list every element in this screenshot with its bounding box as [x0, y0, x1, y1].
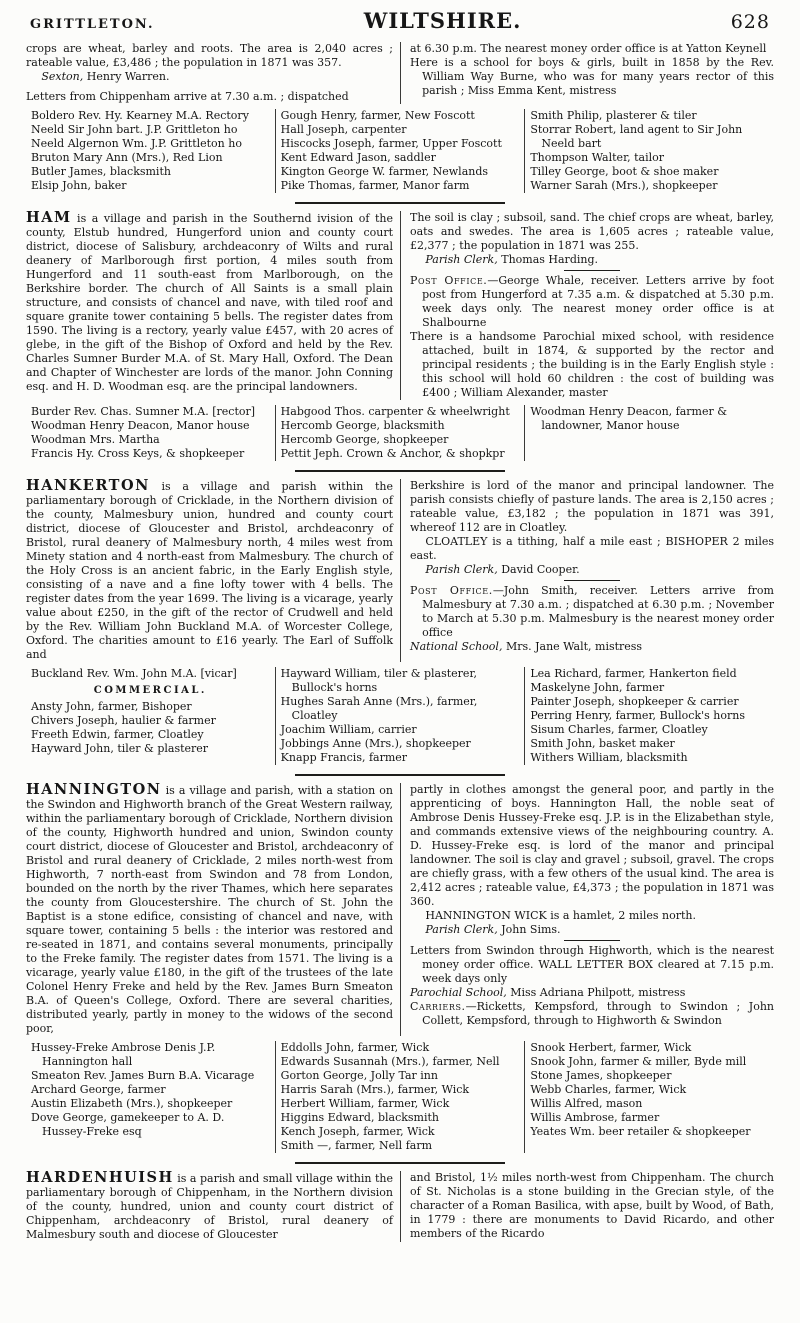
- national-school-value: Mrs. Jane Walt, mistress: [502, 640, 643, 653]
- directory-column: [275, 1041, 525, 1153]
- paragraph: [410, 923, 774, 937]
- hardenhuish-intro-text: is a parish and small village within the parliamentary borough of Chippenham, in the Northern division of the county, hundred, union and county court district of Chippenham, archdeaconry of Bristol, rural deanery of Malmesbury south and diocese of Gloucester: [26, 1172, 393, 1241]
- hankerton-directory: [26, 667, 774, 765]
- directory-entry: Neeld Algernon Wm. J.P. Grittleton ho: [31, 137, 242, 150]
- paragraph: [26, 1171, 393, 1242]
- directory-entry: Eddolls John, farmer, Wick: [280, 1041, 430, 1054]
- directory-entry: Woodman Mrs. Martha: [31, 433, 160, 446]
- directory-entry: Hayward William, tiler & plasterer, Bullock's horns: [280, 667, 477, 694]
- parish-clerk-value: Thomas Harding.: [497, 253, 598, 266]
- ham-heading: HAM: [26, 209, 72, 226]
- directory-entry: Snook John, farmer & miller, Byde mill: [530, 1055, 747, 1068]
- directory-entry: Chivers Joseph, haulier & farmer: [31, 714, 216, 727]
- directory-column: [524, 405, 774, 461]
- directory-entry: Gough Henry, farmer, New Foscott: [280, 109, 475, 122]
- directory-entry: Burder Rev. Chas. Sumner M.A. [rector]: [31, 405, 256, 418]
- running-header-county: WILTSHIRE.: [363, 8, 522, 33]
- directory-entry: Pettit Jeph. Crown & Anchor, & shopkpr: [280, 447, 505, 460]
- ham-right-column: [400, 211, 774, 400]
- directory-entry: Freeth Edwin, farmer, Cloatley: [31, 728, 204, 741]
- hannington-right-column: [400, 783, 774, 1036]
- paragraph: partly in clothes amongst the general poor, and partly in the apprenticing of boys. Hannington Hall, the noble seat of Ambrose Denis Hussey-Freke esq. J.P. is in the Elizabethan style, and commands extensive views of the neighbouring country. A. D. Hussey-Freke esq. is lord of the manor and principal landowner. The soil is clay and gravel ; subsoil, gravel. The crops are chiefly grass, with a few others of the usual kind. The area is 2,412 acres ; rateable value, £4,373 ; the population in 1871 was 360.: [410, 783, 775, 908]
- post-office-text: —George Whale, receiver. Letters arrive by foot post from Hungerford at 7.35 a.m. & dispatched at 5.30 p.m. week days only. The nearest money order office is at Shalbourne: [422, 274, 774, 329]
- directory-entry: Neeld Sir John bart. J.P. Grittleton ho: [31, 123, 238, 136]
- directory-entry: Joachim William, carrier: [280, 723, 417, 736]
- directory-entry: Harris Sarah (Mrs.), farmer, Wick: [280, 1083, 470, 1096]
- directory-entry: Boldero Rev. Hy. Kearney M.A. Rectory: [31, 109, 249, 122]
- directory-entry: Hall Joseph, carpenter: [280, 123, 407, 136]
- directory-column: [26, 1041, 275, 1153]
- hardenhuish-right-column: [400, 1171, 774, 1242]
- paragraph: Letters from Chippenham arrive at 7.30 a.m. ; dispatched: [26, 90, 349, 103]
- paragraph: Letters from Swindon through Highworth, which is the nearest money order office. WALL LETTER BOX cleared at 7.15 p.m. week days only: [410, 944, 774, 985]
- paragraph: [410, 253, 774, 267]
- directory-entry: Higgins Edward, blacksmith: [280, 1111, 439, 1124]
- paragraph: The soil is clay ; subsoil, sand. The chief crops are wheat, barley, oats and swedes. The area is 1,605 acres ; rateable value, £2,377 ; the population in 1871 was 255.: [410, 211, 774, 252]
- directory-column: [26, 405, 275, 461]
- minor-rule: [564, 580, 620, 581]
- minor-rule: [564, 270, 620, 271]
- directory-column: [26, 667, 275, 765]
- paragraph: [26, 479, 393, 662]
- directory-entry: Hussey-Freke Ambrose Denis J.P. Hannington hall: [31, 1041, 216, 1068]
- directory-entry: Tilley George, boot & shoe maker: [530, 165, 719, 178]
- directory-entry: Archard George, farmer: [31, 1083, 166, 1096]
- directory-entry: Thompson Walter, tailor: [530, 151, 665, 164]
- hankerton-text-columns: [26, 479, 774, 662]
- parish-clerk-label: Parish Clerk,: [425, 253, 498, 266]
- grittleton-right-column: [400, 42, 774, 104]
- hannington-intro-text: is a village and parish, with a station on the Swindon and Highworth branch of the Great Western railway, within the parliamentary borough of Cricklade, Northern division of the county, Highworth hundred and union, Swindon county court district, diocese of Gloucester and Bristol, archdeaconry of Bristol and rural deanery of Cricklade, 2 miles north-west from Highworth, 7 north-east from Swindon and 78 from London, bounded on the north by the river Thames, which here separates the county from Gloucestershire. The church of St. John the Baptist is a stone edifice, consisting of chancel and nave, with square tower, containing 5 bells : the interior was restored and re-seated in 1871, and contains several monuments, principally to the Freke family. The register dates from 1571. The living is a vicarage, yearly value £180, in the gift of the trustees of the late Colonel Henry Freke and held by the Rev. James Burn Smeaton B.A. of Queen's College, Oxford. There are several charities, distributed yearly, partly in money to the widows of the second poor,: [26, 784, 393, 1035]
- post-office-label: Post Office.: [410, 584, 493, 597]
- paragraph: [410, 584, 774, 640]
- parochial-school-label: Parochial School,: [410, 986, 507, 999]
- post-office-label: Post Office.: [410, 274, 488, 287]
- section-divider-rule: [295, 202, 505, 204]
- directory-entry: Lea Richard, farmer, Hankerton field: [530, 667, 737, 680]
- directory-column: [275, 667, 525, 765]
- hannington-directory: [26, 1041, 774, 1153]
- grittleton-left-column: [26, 42, 400, 104]
- hankerton-heading: HANKERTON: [26, 477, 150, 494]
- paragraph: HANNINGTON WICK is a hamlet, 2 miles north.: [425, 909, 697, 922]
- sexton-value: Henry Warren.: [83, 70, 170, 83]
- parish-clerk-label: Parish Clerk,: [425, 563, 498, 576]
- parochial-school-value: Miss Adriana Philpott, mistress: [506, 986, 686, 999]
- directory-entry: Woodman Henry Deacon, Manor house: [31, 419, 250, 432]
- directory-entry: Kington George W. farmer, Newlands: [280, 165, 489, 178]
- carriers-text: —Ricketts, Kempsford, through to Swindon ; John Collett, Kempsford, through to Highworth & Swindon: [422, 1000, 774, 1027]
- directory-column: [275, 405, 525, 461]
- paragraph: [410, 563, 774, 577]
- hardenhuish-text-columns: [26, 1171, 774, 1242]
- sexton-label: Sexton,: [41, 70, 84, 83]
- directory-entry: Smith Philip, plasterer & tiler: [530, 109, 697, 122]
- hankerton-right-column: [400, 479, 774, 662]
- paragraph: crops are wheat, barley and roots. The area is 2,040 acres ; rateable value, £3,486 ; the population in 1871 was 357.: [26, 42, 393, 69]
- hannington-text-columns: [26, 783, 774, 1036]
- section-hannington: [26, 783, 774, 1153]
- directory-entry: Smith John, basket maker: [530, 737, 675, 750]
- section-divider-rule: [295, 470, 505, 472]
- directory-entry: Knapp Francis, farmer: [280, 751, 408, 764]
- parish-clerk-label: Parish Clerk,: [425, 923, 498, 936]
- directory-entry: Hercomb George, blacksmith: [280, 419, 445, 432]
- directory-entry: Hercomb George, shopkeeper: [280, 433, 449, 446]
- directory-entry: Sisum Charles, farmer, Cloatley: [530, 723, 708, 736]
- directory-column: [275, 109, 525, 193]
- section-hardenhuish: [26, 1171, 774, 1242]
- hannington-heading: HANNINGTON: [26, 781, 162, 798]
- directory-entry: Francis Hy. Cross Keys, & shopkeeper: [31, 447, 245, 460]
- directory-entry: Kent Edward Jason, saddler: [280, 151, 436, 164]
- hankerton-left-column: [26, 479, 400, 662]
- ham-text-columns: [26, 211, 774, 400]
- directory-entry: Willis Alfred, mason: [530, 1097, 643, 1110]
- minor-rule: [564, 940, 620, 941]
- directory-entry: Painter Joseph, shopkeeper & carrier: [530, 695, 739, 708]
- paragraph: Here is a school for boys & girls, built in 1858 by the Rev. William Way Burne, who was for many years rector of this parish ; Miss Emma Kent, mistress: [410, 56, 774, 97]
- directory-entry: Woodman Henry Deacon, farmer & landowner, Manor house: [530, 405, 728, 432]
- directory-entry: Kench Joseph, farmer, Wick: [280, 1125, 435, 1138]
- running-header-parish: GRITTLETON.: [30, 17, 155, 32]
- ham-left-column: [26, 211, 400, 400]
- post-office-text: —John Smith, receiver. Letters arrive from Malmesbury at 7.30 a.m. ; dispatched at 6.30 p.m. ; November to March at 5.30 p.m. Malmesbury is the nearest money order office: [422, 584, 774, 639]
- directory-entry: Warner Sarah (Mrs.), shopkeeper: [530, 179, 718, 192]
- paragraph: and Bristol, 1½ miles north-west from Chippenham. The church of St. Nicholas is a stone building in the Grecian style, of the character of a Roman Basilica, with apse, built by Wood, of Bath, in 1779 : there are monuments to David Ricardo, and other members of the Ricardo: [410, 1171, 774, 1240]
- paragraph: [26, 211, 393, 394]
- grittleton-text-columns: [26, 42, 774, 104]
- paragraph: [410, 640, 774, 654]
- directory-entry: Hughes Sarah Anne (Mrs.), farmer, Cloatley: [280, 695, 478, 722]
- section-divider-rule: [295, 1162, 505, 1164]
- parish-clerk-value: David Cooper.: [497, 563, 580, 576]
- paragraph: [26, 70, 393, 84]
- paragraph: There is a handsome Parochial mixed school, with residence attached, built in 1874, & supported by the rector and principal residents ; the building is in the Early English style : this school will hold 60 children : the cost of building was £400 ; William Alexander, master: [410, 330, 774, 399]
- directory-entry: Bruton Mary Ann (Mrs.), Red Lion: [31, 151, 223, 164]
- paragraph: at 6.30 p.m. The nearest money order office is at Yatton Keynell: [410, 42, 767, 55]
- directory-entry: Storrar Robert, land agent to Sir John Neeld bart: [530, 123, 743, 150]
- section-hankerton: [26, 479, 774, 765]
- directory-entry: Willis Ambrose, farmer: [530, 1111, 660, 1124]
- hankerton-intro-text: is a village and parish within the parliamentary borough of Cricklade, in the Northern division of the county, Malmesbury union, hundred and county court district, diocese of Gloucester and Bristol, archdeaconry of Bristol, rural deanery of Malmesbury north, 4 miles west from Minety station and 4 north-east from Malmesbury. The church of the Holy Cross is an ancient fabric, in the Early English style, consisting of a nave and a fine lofty tower with 4 bells. The register dates from the year 1699. The living is a vicarage, yearly value about £250, in the gift of the rector of Crudwell and held by the Rev. William John Buckland M.A. of Worcester College, Oxford. The charities amount to £16 yearly. The Earl of Suffolk and: [26, 480, 393, 661]
- paragraph: [26, 783, 393, 1036]
- directory-subheading: COMMERCIAL.: [93, 685, 207, 696]
- directory-entry: Yeates Wm. beer retailer & shopkeeper: [530, 1125, 751, 1138]
- directory-entry: Edwards Susannah (Mrs.), farmer, Nell: [280, 1055, 500, 1068]
- paragraph: Berkshire is lord of the manor and principal landowner. The parish consists chiefly of pasture lands. The area is 2,150 acres ; rateable value, £3,182 ; the population in 1871 was 391, whereof 112 are in Cloatley.: [410, 479, 774, 534]
- section-grittleton: [26, 42, 774, 193]
- directory-column: [26, 109, 275, 193]
- directory-entry: Habgood Thos. carpenter & wheelwright: [280, 405, 510, 418]
- directory-entry: Smith —, farmer, Nell farm: [280, 1139, 433, 1152]
- directory-entry: Ansty John, farmer, Bishoper: [31, 700, 192, 713]
- directory-column: [524, 1041, 774, 1153]
- hardenhuish-left-column: [26, 1171, 400, 1242]
- directory-column: [524, 667, 774, 765]
- paragraph: [410, 274, 774, 330]
- directory-entry: Butler James, blacksmith: [31, 165, 171, 178]
- hardenhuish-heading: HARDENHUISH: [26, 1169, 174, 1186]
- parish-clerk-value: John Sims.: [497, 923, 561, 936]
- national-school-label: National School,: [410, 640, 503, 653]
- section-divider-rule: [295, 774, 505, 776]
- paragraph: [410, 986, 774, 1000]
- directory-entry: Stone James, shopkeeper: [530, 1069, 672, 1082]
- ham-directory: [26, 405, 774, 461]
- directory-entry: Webb Charles, farmer, Wick: [530, 1083, 687, 1096]
- directory-entry: Hayward John, tiler & plasterer: [31, 742, 209, 755]
- directory-entry: Dove George, gamekeeper to A. D. Hussey-Freke esq: [31, 1111, 225, 1138]
- paragraph: CLOATLEY is a tithing, half a mile east ; BISHOPER 2 miles east.: [410, 535, 774, 562]
- directory-entry: Elsip John, baker: [31, 179, 127, 192]
- paragraph: [410, 1000, 774, 1028]
- directory-entry: Buckland Rev. Wm. John M.A. [vicar]: [31, 667, 237, 680]
- directory-entry: Snook Herbert, farmer, Wick: [530, 1041, 692, 1054]
- directory-entry: Maskelyne John, farmer: [530, 681, 665, 694]
- directory-entry: Smeaton Rev. James Burn B.A. Vicarage: [31, 1069, 255, 1082]
- section-ham: [26, 211, 774, 461]
- carriers-label: Carriers.: [410, 1000, 466, 1013]
- directory-entry: Pike Thomas, farmer, Manor farm: [280, 179, 470, 192]
- page-header: [26, 10, 774, 42]
- directory-entry: Herbert William, farmer, Wick: [280, 1097, 450, 1110]
- directory-entry: Gorton George, Jolly Tar inn: [280, 1069, 438, 1082]
- directory-entry: Austin Elizabeth (Mrs.), shopkeeper: [31, 1097, 233, 1110]
- directory-entry: Perring Henry, farmer, Bullock's horns: [530, 709, 745, 722]
- hannington-left-column: [26, 783, 400, 1036]
- grittleton-directory: [26, 109, 774, 193]
- ham-intro-text: is a village and parish in the Southernd ivision of the county, Elstub hundred, Hungerford union and county court district, diocese of Salisbury, archdeaconry of Wilts and rural deanery of Marlborough first portion, 4 miles south from Hungerford and 11 south-east from Marlborough, on the Berkshire border. The church of All Saints is a small plain structure, and consists of chancel and nave, with tiled roof and square granite tower containing 5 bells. The register dates from 1590. The living is a rectory, yearly value £457, with 20 acres of glebe, in the gift of the Bishop of Oxford and held by the Rev. Charles Sumner Burder M.A. of St. Mary Hall, Oxford. The Dean and Chapter of Winchester are lords of the manor. John Conning esq. and H. D. Woodman esq. are the principal landowners.: [26, 212, 393, 393]
- page-number: 628: [730, 11, 770, 33]
- directory-entry: Jobbings Anne (Mrs.), shopkeeper: [280, 737, 471, 750]
- directory-column: [524, 109, 774, 193]
- directory-entry: Hiscocks Joseph, farmer, Upper Foscott: [280, 137, 502, 150]
- directory-entry: Withers William, blacksmith: [530, 751, 688, 764]
